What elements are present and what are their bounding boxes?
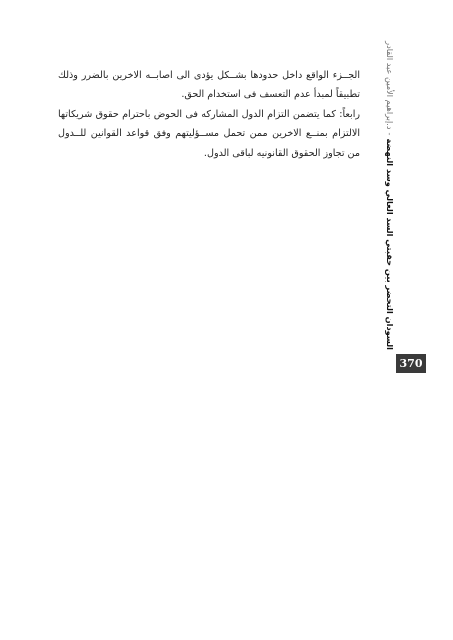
running-head — [381, 41, 398, 350]
body-text — [58, 66, 360, 163]
book-title: السودان التحضر بين حقبتي السد العالي وسد النهضة — [385, 138, 395, 350]
paragraph: الجــزء الواقع داخل حدودها بشــكل يؤدى الى اصابــه الاخرين بالضرر وذلك تطبيقاً لمبدأ عدم التعسف فى استخدام الحق. — [58, 70, 360, 101]
paragraph: رابعاً: كما يتضمن التزام الدول المشاركه فى الحوض باحترام حقوق شريكاتها الالتزام بمنــع الاخرين ممن تحمل مســؤليتهم وفق قواعد القوانين للــدول من تجاوز الحقوق القانونيه لباقى الدول. — [58, 108, 360, 159]
author-name: د.إبراهيم الأمين عبد القادر — [385, 41, 395, 130]
page-number: 370 — [396, 354, 426, 373]
running-head-separator: - — [385, 132, 395, 136]
